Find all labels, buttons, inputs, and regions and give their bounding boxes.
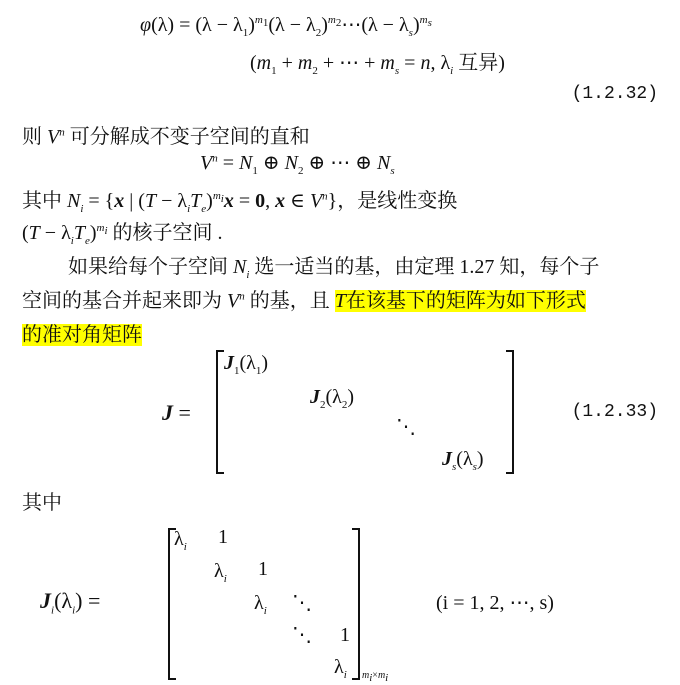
equation-label-33: (1.2.33)	[571, 402, 658, 422]
paragraph-where: 其中	[22, 492, 62, 514]
entry: $\lambda_i$	[334, 656, 347, 681]
matrix-J-lhs: J =	[162, 400, 191, 425]
condition-text: 互异)	[458, 52, 505, 74]
block-J2: $J_2(\lambda_2)$	[310, 386, 355, 411]
equation-phi: $\varphi(\lambda) = (\lambda - \lambda_1)^{m_1}(\lambda$ − $\lambda_2)^{m_2}\cdots(\lambda - \lambda_s)^{m_s}$	[140, 14, 432, 39]
paragraph-basis-3	[22, 318, 142, 347]
entry: 1	[218, 526, 228, 548]
block-J1: $J_1(\lambda_1)$	[224, 352, 269, 377]
diagonal-dots: ⋱	[292, 592, 312, 614]
diagonal-dots: ⋱	[396, 416, 416, 438]
paragraph-kernel-2: $(T - \lambda_iT_e)^{m_i}$ 的核子空间 .	[22, 222, 223, 247]
entry: $\lambda_i$	[254, 592, 267, 617]
matrix-size: $m_i\times m_i$	[362, 670, 389, 684]
paragraph-basis-2: 空间的基合并起来即为 $V^n$ 的基，且 T在该基下的矩阵为如下形式	[22, 290, 586, 312]
paragraph-decomposition: 则 $V^n$ 可分解成不变子空间的直和	[22, 126, 310, 148]
entry: $\lambda_i$	[174, 528, 187, 553]
paragraph-basis: 如果给每个子空间 $N_i$ 选一适当的基，由定理 1.27 知，每个子	[68, 256, 600, 281]
highlighted-text: T在该基下的矩阵为如下形式	[334, 290, 586, 312]
entry: 1	[340, 624, 350, 646]
matrix-Ji-lhs: $J_i(\lambda_i)$ =	[40, 588, 101, 617]
equation-condition: ($m_1 + m_2$ + ⋯ + $m_s = n$, $\lambda_i$ 互异)	[250, 52, 505, 77]
equation-label: (1.2.32)	[571, 84, 658, 104]
entry: 1	[258, 558, 268, 580]
diagonal-dots: ⋱	[292, 624, 312, 646]
block-Js: $J_s(\lambda_s)$	[442, 448, 484, 473]
highlighted-text-2: 的准对角矩阵	[22, 324, 142, 346]
paragraph-kernel: 其中 $N_i = \{x$ | $(T - \lambda_iT_e)^{m_i}x = 0$, x ∈ $V^n$}，是线性变换	[22, 190, 458, 215]
left-bracket	[216, 350, 224, 474]
right-bracket	[506, 350, 514, 474]
entry: $\lambda_i$	[214, 560, 227, 585]
right-bracket-2	[352, 528, 360, 680]
equation-direct-sum: $V^n = N_1$ ⊕ $N_2$ ⊕ ⋯ ⊕ $N_s$	[200, 152, 395, 177]
index-range: (i = 1, 2, ⋯, s)	[436, 592, 554, 614]
